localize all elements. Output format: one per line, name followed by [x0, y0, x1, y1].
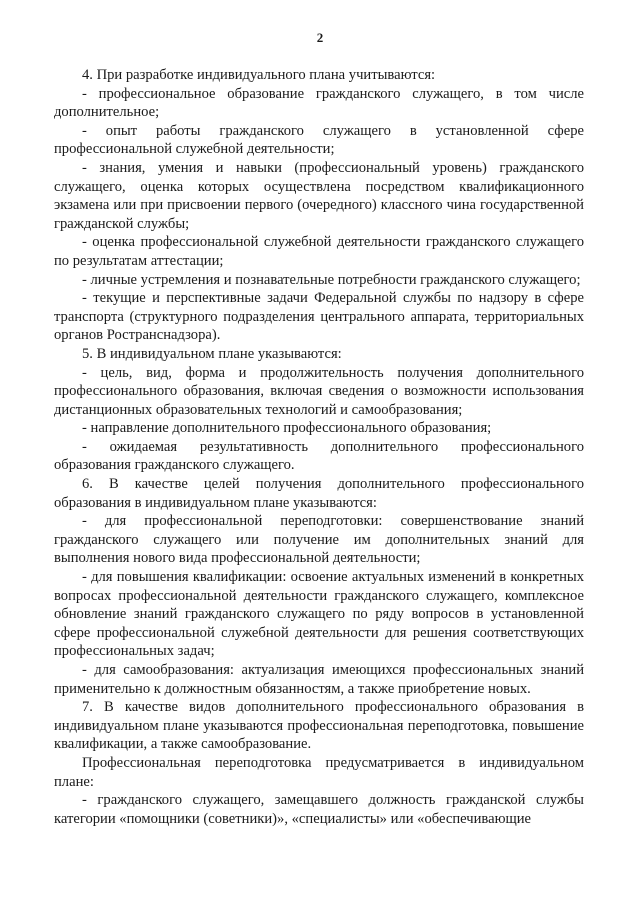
paragraph: Профессиональная переподготовка предусматривается в индивидуальном плане: — [54, 754, 584, 790]
document-body — [54, 66, 584, 828]
paragraph: - гражданского служащего, замещавшего должность гражданской службы категории «помощники (советники)», «специалисты» или «обеспечивающие — [54, 792, 584, 827]
paragraph: - цель, вид, форма и продолжительность получения дополнительного профессионального образования, включая сведения о возможности использования дистанционных образовательных технологий и самообразования; — [54, 364, 584, 418]
paragraph: - для самообразования: актуализация имеющихся профессиональных знаний применительно к должностным обязанностям, а также приобретение новых. — [54, 662, 584, 697]
paragraph: - для повышения квалификации: освоение актуальных изменений в конкретных вопросах профессиональной деятельности гражданского служащего, комплексное обновление знаний гражданского служащего по ряду вопросов в установленной сфере профессиональной служебной деятельности для решения соответствующих профессиональных задач; — [54, 569, 584, 660]
paragraph: 5. В индивидуальном плане указываются: — [82, 345, 342, 362]
paragraph: - направление дополнительного профессионального образования; — [82, 420, 492, 437]
paragraph: - профессиональное образование гражданского служащего, в том числе дополнительное; — [54, 85, 584, 121]
paragraph: - ожидаемая результативность дополнительного профессионального образования гражданского служащего. — [54, 438, 584, 474]
page-number: 2 — [316, 30, 324, 45]
paragraph: - личные устремления и познавательные потребности гражданского служащего; — [82, 271, 581, 288]
paragraph: - текущие и перспективные задачи Федеральной службы по надзору в сфере транспорта (структурного подразделения центрального аппарата, территориальных органов Ространснадзора). — [54, 290, 584, 344]
paragraph: - знания, умения и навыки (профессиональный уровень) гражданского служащего, оценка которых осуществлена посредством квалификационного экзамена или при присвоении первого (очередного) классного чина государственной гражданской службы; — [54, 159, 584, 232]
paragraph: 7. В качестве видов дополнительного профессионального образования в индивидуальном плане указываются профессиональная переподготовка, повышение квалификации, а также самообразование. — [54, 699, 584, 753]
paragraph: 6. В качестве целей получения дополнительного профессионального образования в индивидуальном плане указываются: — [54, 476, 584, 511]
paragraph: - оценка профессиональной служебной деятельности гражданского служащего по результатам аттестации; — [54, 234, 584, 269]
paragraph: - опыт работы гражданского служащего в установленной сфере профессиональной служебной деятельности; — [54, 122, 584, 158]
paragraph: - для профессиональной переподготовки: совершенствование знаний гражданского служащего или получение им дополнительных знаний для выполнения нового вида профессиональной деятельности; — [54, 513, 584, 567]
paragraph: 4. При разработке индивидуального плана учитываются: — [82, 67, 436, 83]
